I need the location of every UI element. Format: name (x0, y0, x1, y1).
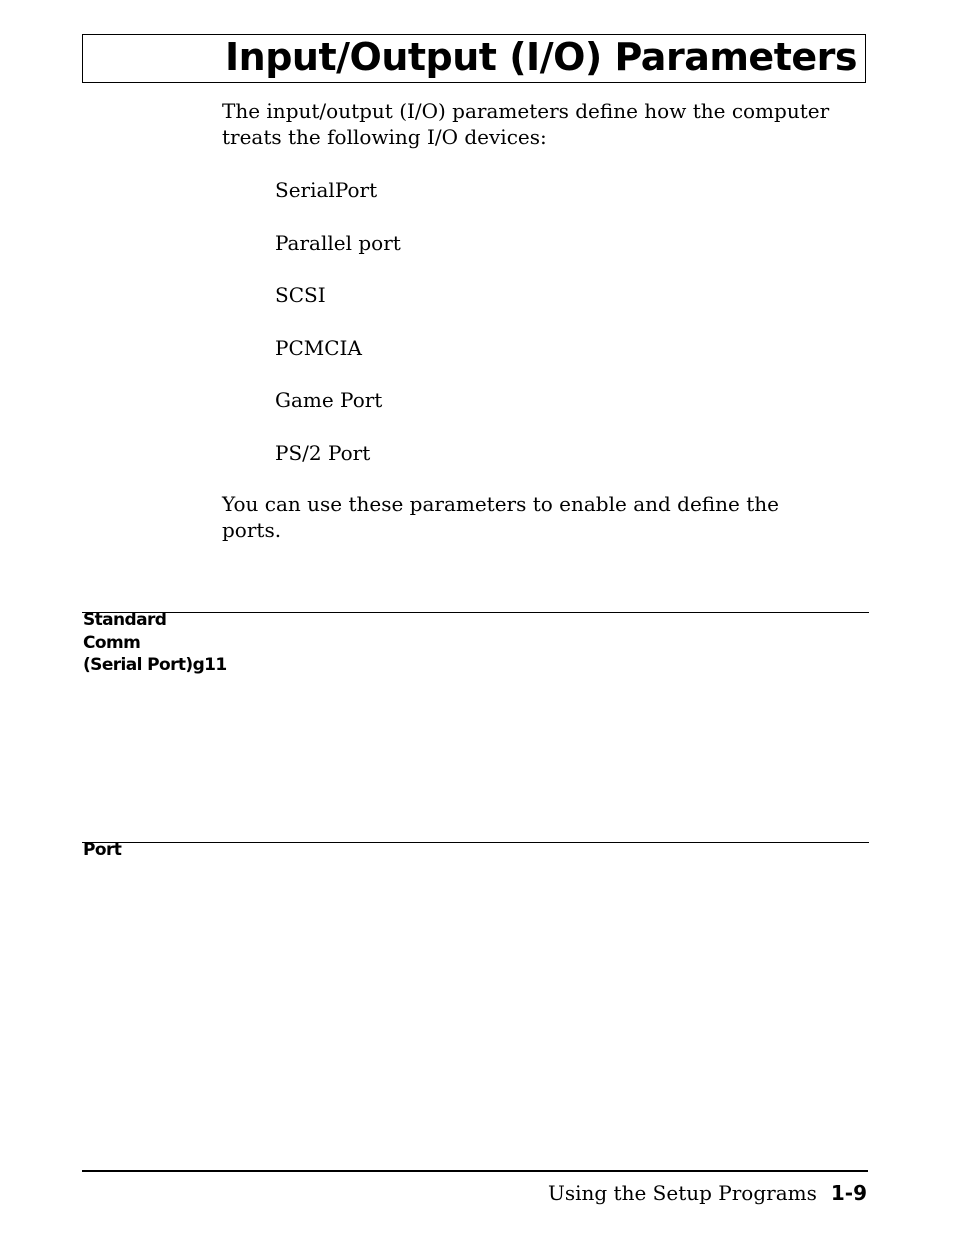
outro-paragraph: You can use these parameters to enable and define the ports. (222, 492, 779, 542)
intro-paragraph: The input/output (I/O) parameters define how the computer treats the following I/O devices: (222, 99, 830, 149)
list-item: Game Port (275, 388, 383, 412)
section-heading-port (83, 839, 233, 862)
section-heading-line: Comm (83, 632, 141, 653)
page-title: Input/Output (I/O) Parameters (225, 35, 857, 79)
list-item: PCMCIA (275, 335, 362, 360)
list-item: PS/2 Port (275, 440, 371, 465)
section-heading-line: Port (83, 840, 122, 860)
footer-page-number: 1-9 (830, 1181, 867, 1205)
section-heading-standard-comm (83, 609, 233, 677)
list-item: Parallel port (275, 230, 401, 255)
device-list (275, 177, 401, 492)
page-footer (548, 1180, 867, 1206)
section-heading-line: (Serial Port)g11 (83, 655, 227, 675)
footer-divider (82, 1170, 868, 1172)
footer-chapter-title: Using the Setup Programs (548, 1181, 817, 1205)
page-title-box (82, 34, 866, 83)
list-item: SerialPort (275, 178, 378, 202)
section-heading-line: Standard (83, 610, 167, 630)
list-item: SCSI (275, 283, 326, 307)
